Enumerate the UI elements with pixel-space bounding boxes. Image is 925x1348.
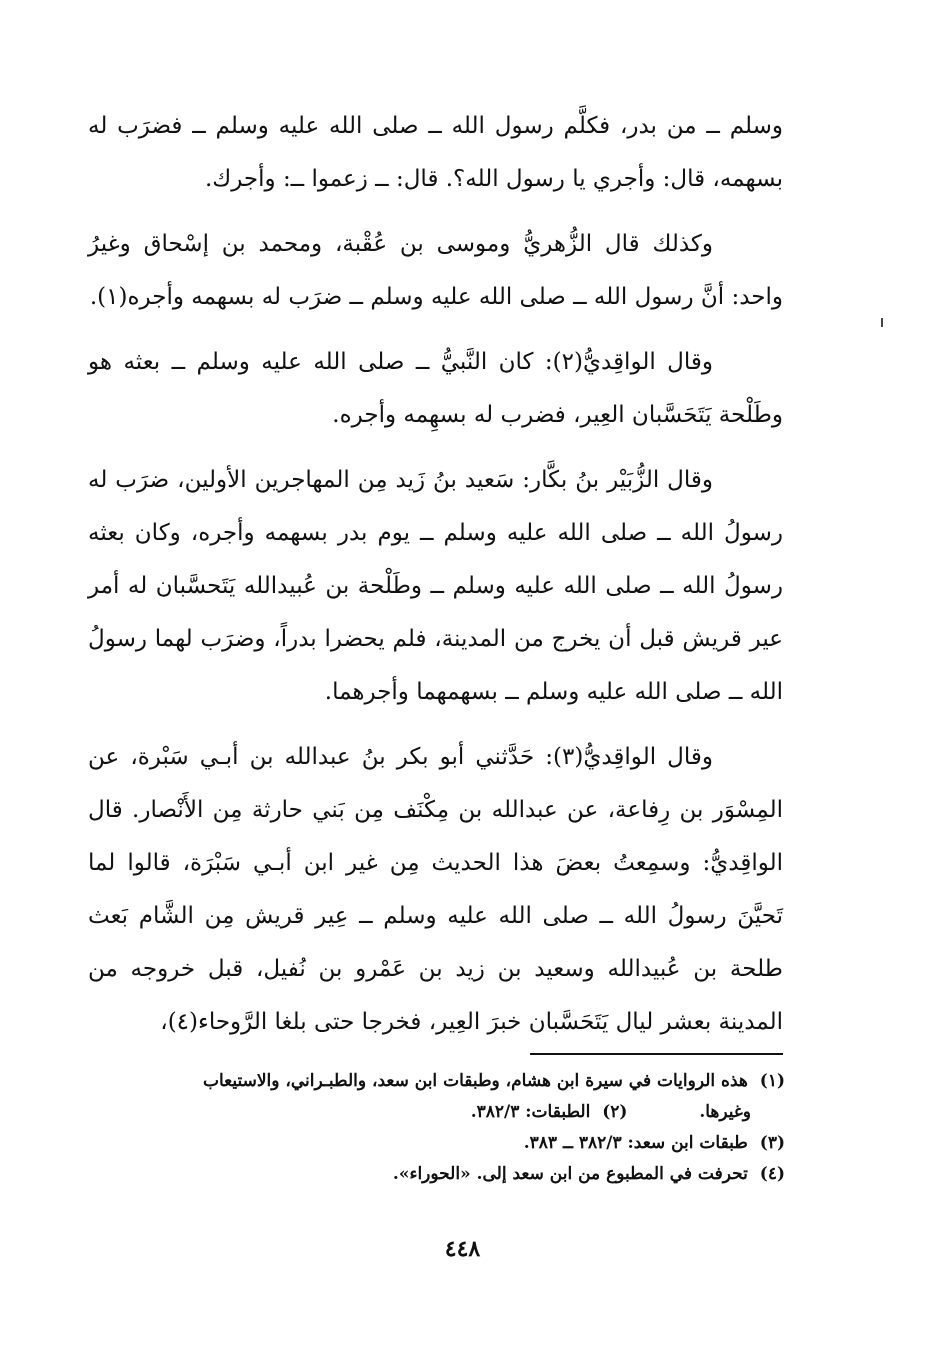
footnote-4 xyxy=(88,1159,785,1190)
paragraph-2: وكذلك قال الزُّهريُّ وموسى بن عُقْبة، ومحمد بن إسْحاق وغيرُ واحد: أنَّ رسول الله ــ صلى الله عليه وسلم ــ ضرَب له بسهمه وأجره(١). xyxy=(88,231,783,310)
footnotes xyxy=(88,1066,785,1190)
margin-mark xyxy=(881,318,883,327)
footnote-1-number: (١) xyxy=(759,1071,785,1091)
footnote-4-number: (٤) xyxy=(759,1164,785,1184)
footnote-1 xyxy=(88,1066,785,1097)
page-number: ٤٤٨ xyxy=(444,1236,481,1262)
paragraph-4: وقال الزُّبَيْر بنُ بكَّار: سَعيد بنُ زَيد مِن المهاجرين الأولين، ضرَب له رسولُ الله ــ صلى الله عليه وسلم ــ يوم بدر بسهمه وأجره، وكان بعثه رسولُ الله ــ صلى الله عليه وسلم ــ وطَلْحة بن عُبيدالله يَتَحسَّبان له أمر عير قريش قبل أن يخرج من المدينة، فلم يحضرا بدراً، وضرَب لهما رسولُ الله ــ صلى الله عليه وسلم ــ بسهمهما وأجرهما. xyxy=(88,467,783,705)
paragraph-1: وسلم ــ من بدر، فكلَّم رسول الله ــ صلى الله عليه وسلم ــ فضرَب له بسهمه، قال: وأجري يا رسول الله؟. قال: ــ زعموا ــ: وأجرك. xyxy=(88,113,783,192)
footnote-1-text: هذه الروايات في سيرة ابن هشام، وطبقات ابن سعد، والطبـراني، والاستيعاب xyxy=(202,1071,748,1091)
footnote-3 xyxy=(88,1128,785,1159)
footnote-3-number: (٣) xyxy=(759,1133,785,1153)
footnote-1-continuation-line xyxy=(88,1097,785,1128)
footnote-separator xyxy=(530,1053,783,1055)
footnote-2-text: الطبقات: ٣٨٢/٣. xyxy=(470,1102,591,1122)
paragraph-5: وقال الواقِديُّ(٣): حَدَّثني أبو بكر بنُ عبدالله بن أبـي سَبْرة، عن المِسْوَر بن رِفاعة، عن عبدالله بن مِكْنَف مِن بَني حارثة مِن الأَنْصار. قال الواقِديُّ: وسمِعتُ بعضَ هذا الحديث مِن غير ابن أبـي سَبْرَة، قالوا لما تَحيَّنَ رسولُ الله ــ صلى الله عليه وسلم ــ عِير قريش مِن الشَّام بَعث طلحة بن عُبيدالله وسعيد بن زيد بن عَمْرو بن نُفيل، قبل خروجه من المدينة بعشر ليال يَتَحَسَّبان خبرَ العِير، فخرجا حتى بلغا الرَّوحاء(٤)، xyxy=(88,744,783,1035)
footnote-2-number: (٢) xyxy=(602,1102,628,1122)
paragraph-3: وقال الواقِديُّ(٢): كان النَّبيُّ ــ صلى الله عليه وسلم ــ بعثه هو وطَلْحة يَتَحَسَّبان العِير، فضرب له بسهِمه وأجره. xyxy=(88,349,783,428)
main-text xyxy=(88,100,783,1061)
footnote-1-continuation: وغيرها. xyxy=(699,1102,751,1122)
footnote-3-text: طبقات ابن سعد: ٣٨٢/٣ ــ ٣٨٣. xyxy=(523,1133,748,1153)
footnote-4-text: تحرفت في المطبوع من ابن سعد إلى. «الحوراء». xyxy=(392,1164,748,1184)
